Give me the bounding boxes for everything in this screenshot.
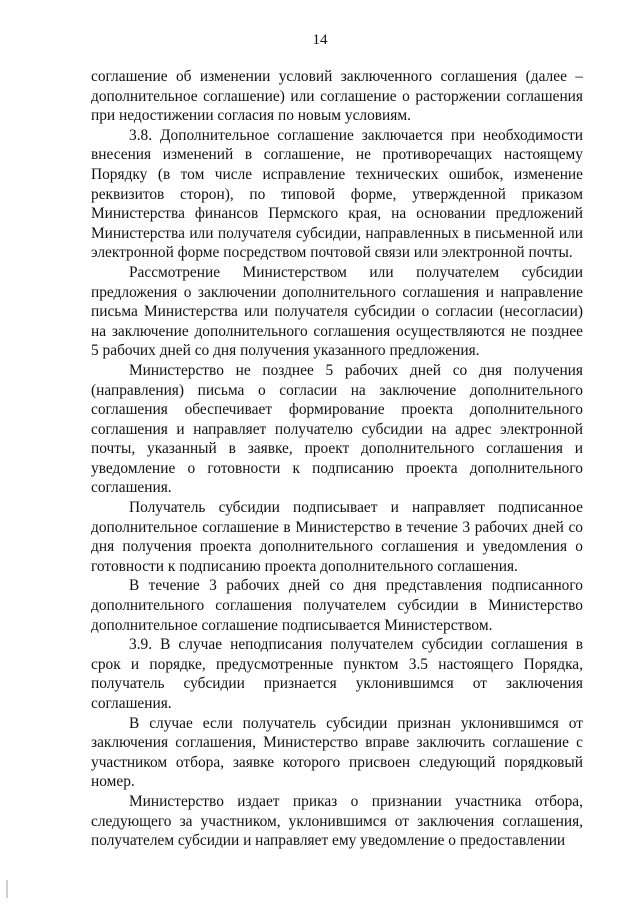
paragraph-ministry-draft: Министерство не позднее 5 рабочих дней со дня получения (направления) письма о согласии на заключение дополнительного соглашения обеспечивает формирование проекта дополнительного соглашения и направляет получателю субсидии на адрес электронной почты, указанный в заявке, проект дополнительного соглашения и уведомление о готовности к подписанию проекта дополнительного соглашения. [91,361,583,497]
paragraph-ministry-signs: В течение 3 рабочих дней со дня представления подписанного дополнительного соглашения получателем субсидии в Министерство дополнительное соглашение подписывается Министерством. [91,577,583,634]
paragraph-recipient-signs: Получатель субсидии подписывает и направляет подписанное дополнительное соглашение в Министерство в течение 3 рабочих дней со дня получения проекта дополнительного соглашения и уведомления о готовности к подписанию проекта дополнительного соглашения. [91,499,583,575]
paragraph-continuation: соглашение об изменении условий заключенного соглашения (далее – дополнительное соглашение) или соглашение о расторжении соглашения при недостижении согласия по новым условиям. [91,68,583,125]
paragraph-evasion: В случае если получатель субсидии признан уклонившимся от заключения соглашения, Министерство вправе заключить соглашение с участником отбора, заявке которого присвоен следующий порядковый номер. [91,714,583,791]
scan-edge-mark [6,880,8,898]
paragraph-review-proposal: Рассмотрение Министерством или получателем субсидии предложения о заключении дополнительного соглашения и направление письма Министерства или получателя субсидии о согласии (несогласии) на заключение дополнительного соглашения осуществляются не позднее 5 рабочих дней со дня получения указанного предложения. [91,263,583,360]
paragraph-ministry-order: Министерство издает приказ о признании участника отбора, следующего за участником, уклонившимся от заключения соглашения, получателем субсидии и направляет ему уведомление о предоставлении [91,792,583,850]
page-number: 14 [312,32,328,48]
paragraph-3-9: 3.9. В случае неподписания получателем субсидии соглашения в срок и порядке, предусмотренные пунктом 3.5 настоящего Порядка, получатель субсидии признается уклонившимся от заключения соглашения. [91,636,583,712]
document-body [91,67,583,851]
paragraph-3-8: 3.8. Дополнительное соглашение заключается при необходимости внесения изменений в соглашение, не противоречащих настоящему Порядку (в том числе исправление технических ошибок, изменение реквизитов сторон), по типовой форме, утвержденной приказом Министерства финансов Пермского края, на основании предложений Министерства или получателя субсидии, направленных в письменной или электронной форме посредством почтовой связи или электронной почты. [91,126,583,262]
